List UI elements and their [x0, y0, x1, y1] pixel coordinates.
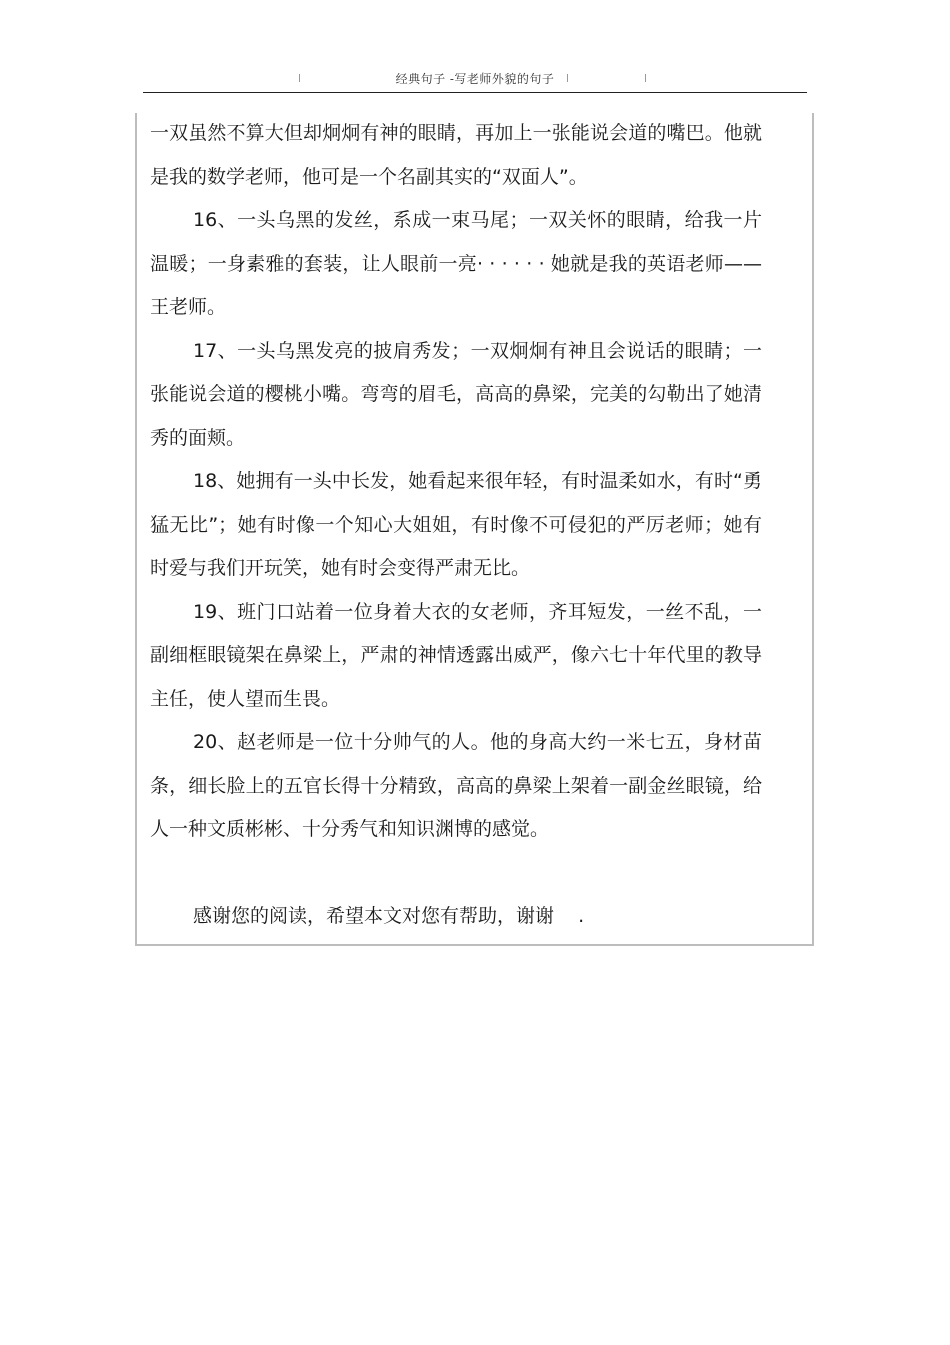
header-tick-mid	[567, 74, 568, 82]
paragraph-intro: 一双虽然不算大但却炯炯有神的眼睛，再加上一张能说会道的嘴巴。他就是我的数学老师，他可是一个名副其实的“双面人”。	[150, 122, 762, 188]
header-title: 经典句子 -写老师外貌的句子	[395, 72, 555, 86]
paragraph-19: 19、班门口站着一位身着大衣的女老师，齐耳短发，一丝不乱，一副细框眼镜架在鼻梁上，严肃的神情透露出威严，像六七十年代里的教导主任，使人望而生畏。	[150, 600, 762, 710]
document-body	[150, 112, 762, 852]
header-tick-right	[645, 74, 646, 82]
paragraph-20: 20、赵老师是一位十分帅气的人。他的身高大约一米七五，身材苗条，细长脸上的五官长得十分精致，高高的鼻梁上架着一副金丝眼镜，给人一种文质彬彬、十分秀气和知识渊博的感觉。	[150, 731, 762, 840]
page-header	[143, 62, 807, 93]
paragraph-16: 16、一头乌黑的发丝，系成一束马尾；一双关怀的眼睛，给我一片温暖；一身素雅的套装，让人眼前一亮· · · · · · 她就是我的英语老师——王老师。	[150, 209, 762, 318]
paragraph-18: 18、她拥有一头中长发，她看起来很年轻，有时温柔如水，有时“勇猛无比”；她有时像一个知心大姐姐，有时像不可侵犯的严厉老师；她有时爱与我们开玩笑，她有时会变得严肃无比。	[150, 470, 762, 579]
paragraph-17: 17、一头乌黑发亮的披肩秀发；一双炯炯有神且会说话的眼睛；一张能说会道的樱桃小嘴。弯弯的眉毛，高高的鼻梁，完美的勾勒出了她清秀的面颊。	[150, 339, 762, 449]
closing-text: 感谢您的阅读，希望本文对您有帮助，谢谢 .	[193, 905, 585, 927]
